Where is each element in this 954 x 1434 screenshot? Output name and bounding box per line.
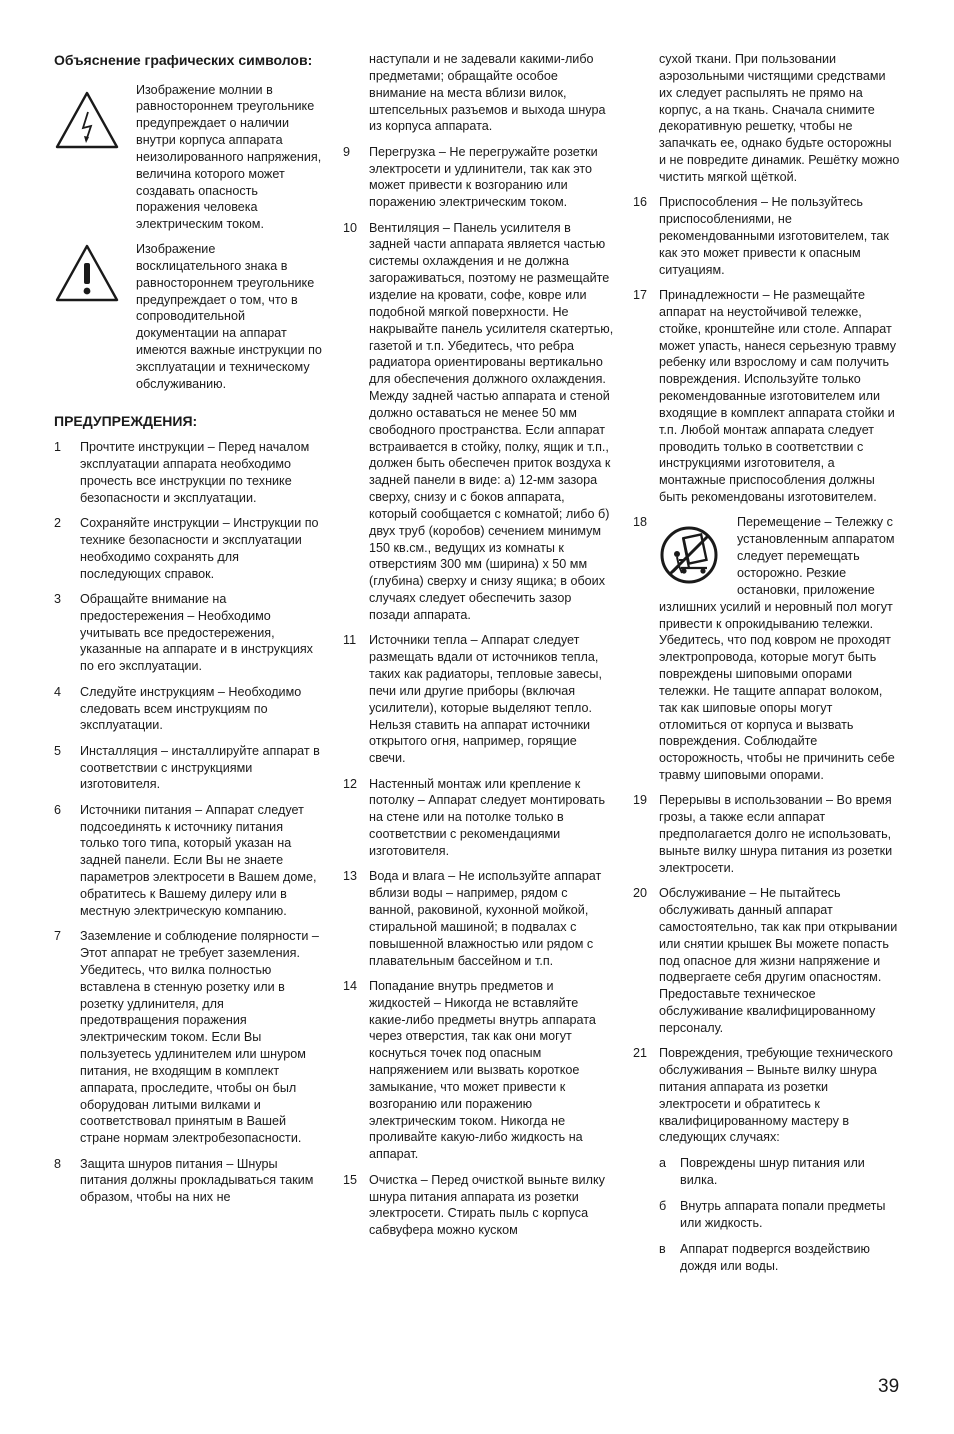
item-number: 1 [54, 440, 62, 455]
sub-item [633, 1241, 901, 1275]
symbol-lightning-text: Изображение молнии в равностороннем треугольнике предупреждает о наличии внутри корпуса аппарата неизолированного напряжения, величина которого может создавать опасность поражения человека электрическим током. [136, 82, 322, 232]
item-number: 20 [633, 886, 648, 901]
item-text: Прочтите инструкции – Перед началом эксплуатации аппарата необходимо прочесть все инструкции по технике безопасности и эксплуатации. [80, 440, 310, 505]
sub-item-letter: в [659, 1241, 666, 1256]
item-text: Источники тепла – Аппарат следует размещать вдали от источников тепла, таких как радиаторы, тепловые завесы, печи или другие приборы (включая усилители), которые выделяют тепло. Нельзя ставить на аппарат источники открытого огня, например, горящие свечи. [369, 633, 602, 766]
list-item [54, 684, 322, 735]
list-item [54, 515, 322, 582]
item-number: 9 [343, 144, 351, 159]
list-item [343, 1172, 615, 1239]
sub-item-text: Аппарат подвергся воздействию дождя или воды. [680, 1241, 870, 1273]
sub-item [633, 1198, 901, 1232]
item-text: Перегрузка – Не перегружайте розетки электросети и удлинители, так как это может привести к возгоранию или поражению электрическим током. [369, 144, 598, 210]
item-text: Повреждения, требующие технического обслуживания – Выньте вилку шнура питания аппарата из розетки электросети и обратитесь к квалифицированному мастеру в следующих случаях: [659, 1046, 893, 1145]
item-text: Следуйте инструкциям – Необходимо следовать всем инструкциям по эксплуатации. [80, 684, 302, 733]
item-number: 11 [343, 633, 357, 648]
list-item [343, 632, 615, 767]
item-text: Вентиляция – Панель усилителя в задней части аппарата является частью системы охлаждения и не должна загораживаться, поэтому не размещайте изделие на кровати, софе, ковре или подобной мягкой поверхности. Не накрывайте панель усилителя скатертью, газетой и т.п. Убедитесь, что ребра радиатора ориентированы вертикально для обеспечения должного охлаждения. Между задней частью аппарата и стеной должно оставаться не менее 50 мм свободного пространства. Если аппарат встраивается в стойку, полку, ящик и т.п., должен быть обеспечен приток воздуха к задней панели в виде: а) 12-мм зазора сверху, снизу и с боков аппарата, который сообщается с комнатой; либо б) двух труб (коробов) сечением минимум 150 кв.см., ведущих из комнаты к отверстиям 300 мм (ширина) х 50 мм (глубина) сверху и снизу ящика; в обоих случаях следует обеспечить зазор позади аппарата. [369, 220, 614, 622]
item-number: 12 [343, 776, 358, 791]
page-number: 39 [878, 1376, 900, 1397]
item-text: Сохраняйте инструкции – Инструкции по технике безопасности и эксплуатации необходимо сохранять для последующих справок. [80, 516, 319, 581]
list-item [54, 928, 322, 1147]
list-item-continued [343, 51, 615, 135]
column-1 [54, 52, 322, 1215]
item-text: Обращайте внимание на предостережения – Необходимо учитывать все предостережения, указанные на аппарате и в инструкциях по его эксплуатации. [80, 591, 313, 674]
sub-item [633, 1155, 901, 1189]
column-2 [343, 51, 615, 1248]
list-item [343, 868, 615, 969]
item-number: 6 [54, 802, 62, 817]
item-text: наступали и не задевали какими-либо предметами; обращайте особое внимание на места вблизи вилок, штепсельных разъемов и выхода шнура из корпуса аппарата. [369, 52, 606, 134]
list-item [54, 439, 322, 506]
list-item [54, 591, 322, 675]
item-number: 14 [343, 978, 358, 993]
item-number: 2 [54, 516, 62, 531]
item-text-wrap [659, 514, 901, 784]
list-item [343, 978, 615, 1163]
list-item [633, 194, 901, 278]
item-text: Принадлежности – Не размещайте аппарат на неустойчивой тележке, стойке, кронштейне или столе. Аппарат может упасть, нанеся серьезную травму ребенку или взрослому и сам получить повреждения. Используйте только рекомендованные изготовителем или входящие в комплект аппарата стойки и т.п. Любой монтаж аппарата следует проводить только в соответствии с инструкциями изготовителя, а монтажные приспособления должны быть рекомендованы изготовителем. [659, 287, 897, 505]
item-number: 5 [54, 743, 62, 758]
item-text: Защита шнуров питания – Шнуры питания должны прокладываться таким образом, чтобы на них не [80, 1156, 314, 1205]
item-text: Попадание внутрь предметов и жидкостей – Никогда не вставляйте какие-либо предметы внутрь аппарата через отверстия, так как они могут коснуться точек под опасным напряжением или вызвать короткое замыкание, что может привести к возгоранию или поражению электрическим током. Никогда не проливайте какую-либо жидкость на аппарат. [369, 978, 596, 1162]
exclamation-triangle-icon [54, 243, 120, 303]
list-item [633, 1045, 901, 1146]
item-number [633, 51, 659, 186]
item-text: Инсталляция – инсталлируйте аппарат в соответствии с инструкциями изготовителя. [80, 743, 320, 792]
sub-item-text: Повреждены шнур питания или вилка. [680, 1156, 865, 1188]
item-number: 13 [343, 869, 358, 884]
item-text: Очистка – Перед очисткой выньте вилку шнура питания аппарата из розетки электросети. Стирать пыль с корпуса сабвуфера можно куском [369, 1172, 605, 1238]
item-text: Перерывы в использовании – Во время грозы, а также если аппарат предполагается долго не использовать, выньте вилку шнура питания из розетки электросети. [659, 793, 893, 875]
symbol-exclamation [54, 241, 322, 393]
list-item [343, 144, 615, 211]
lightning-triangle-icon [54, 90, 120, 150]
list-item [633, 885, 901, 1037]
item-number: 4 [54, 684, 62, 699]
sub-item-letter: б [659, 1199, 667, 1213]
item-number [343, 51, 369, 135]
sub-item-letter: a [659, 1156, 667, 1171]
list-item [343, 220, 615, 624]
item-text: Настенный монтаж или крепление к потолку – Аппарат следует монтировать на стене или на потолке только в соответствии с рекомендациями изготовителя. [369, 776, 606, 858]
item-number: 10 [343, 220, 358, 235]
list-item [633, 792, 901, 876]
symbol-lightning [54, 82, 322, 234]
item-number: 17 [633, 287, 648, 302]
item-number: 7 [54, 929, 62, 944]
list-item [633, 514, 901, 784]
list-item [54, 1156, 322, 1207]
item-text: сухой ткани. При пользовании аэрозольными чистящими средствами их следует распылять не прямо на корпус, а на ткань. Сначала снимите декоративную решетку, чтобы не запачкать ее, однако будьте осторожны и не повредите динамик. Решётку можно чистить мягкой щёткой. [659, 52, 900, 184]
item-number: 3 [54, 591, 62, 606]
list-item [54, 802, 322, 920]
item-text: Обслуживание – Не пытайтесь обслуживать данный аппарат самостоятельно, так как при открывании или снятии крышек Вы можете попасть под опасное для жизни напряжение и подвергаете себя другим опасностям. Предоставьте техническое обслуживание квалифицированному персоналу. [659, 886, 898, 1035]
item-number: 21 [633, 1046, 648, 1061]
item-text: Заземление и соблюдение полярности – Этот аппарат не требует заземления. Убедитесь, что вилка полностью вставлена в стенную розетку или в розетку удлинителя, для предотвращения поражения электрическим током. Если Вы пользуетесь удлинителем или шнуром питания, не входящим в комплект аппарата, проследите, чтобы он был оборудован литыми вилками и соответствовал принятым в Вашей стране нормам электробезопасности. [80, 929, 319, 1146]
item-number: 8 [54, 1156, 62, 1171]
symbol-exclamation-text: Изображение восклицательного знака в равностороннем треугольнике предупреждает о том, что в сопроводительной документации на аппарат имеются важные инструкции по эксплуатации и техническому обслуживанию. [136, 242, 322, 391]
item-text: Приспособления – Не пользуйтесь приспособлениями, не рекомендованными изготовителем, так как это может привести к опасным ситуациям. [659, 195, 889, 277]
item-number: 18 [633, 515, 648, 530]
symbols-heading: Объяснение графических символов: [54, 52, 313, 68]
item-text: Вода и влага – Не используйте аппарат вблизи воды – например, рядом с ванной, раковиной, кухонной мойкой, стиральной машиной; в подвалах с повышенной влажностью или рядом с плавательным бассейном и т.п. [369, 869, 602, 968]
column-3 [633, 51, 901, 1274]
list-item [633, 287, 901, 506]
list-item [343, 776, 615, 860]
item-number: 15 [343, 1172, 358, 1187]
list-item-continued [633, 51, 901, 186]
item-text: Перемещение – Тележку с установленным аппаратом следует перемещать осторожно. Резкие остановки, приложение излишних усилий и неровный пол могут привести к опрокидыванию тележки. Убедитесь, что под ковром не проходят электропровода, которые могут быть повреждены шиповыми опорами тележки. Не тащите аппарат волоком, так как шиповые опоры могут отломиться от корпуса и вызвать повреждения. Соблюдайте осторожность, чтобы не причинить себе травму шиповыми опорами. [659, 515, 895, 783]
item-text: Источники питания – Аппарат следует подсоединять к источнику питания только того типа, который указан на задней панели. Если Вы не знаете параметров электросети в Вашем доме, обратитесь к Вашему дилеру или в местную электрическую компанию. [80, 802, 317, 918]
item-number: 16 [633, 195, 648, 210]
warnings-heading: ПРЕДУПРЕЖДЕНИЯ: [54, 412, 198, 429]
cart-tip-over-warning-icon [659, 524, 719, 586]
item-number: 19 [633, 793, 648, 808]
list-item [54, 743, 322, 794]
sub-item-text: Внутрь аппарата попали предметы или жидкость. [680, 1199, 886, 1230]
